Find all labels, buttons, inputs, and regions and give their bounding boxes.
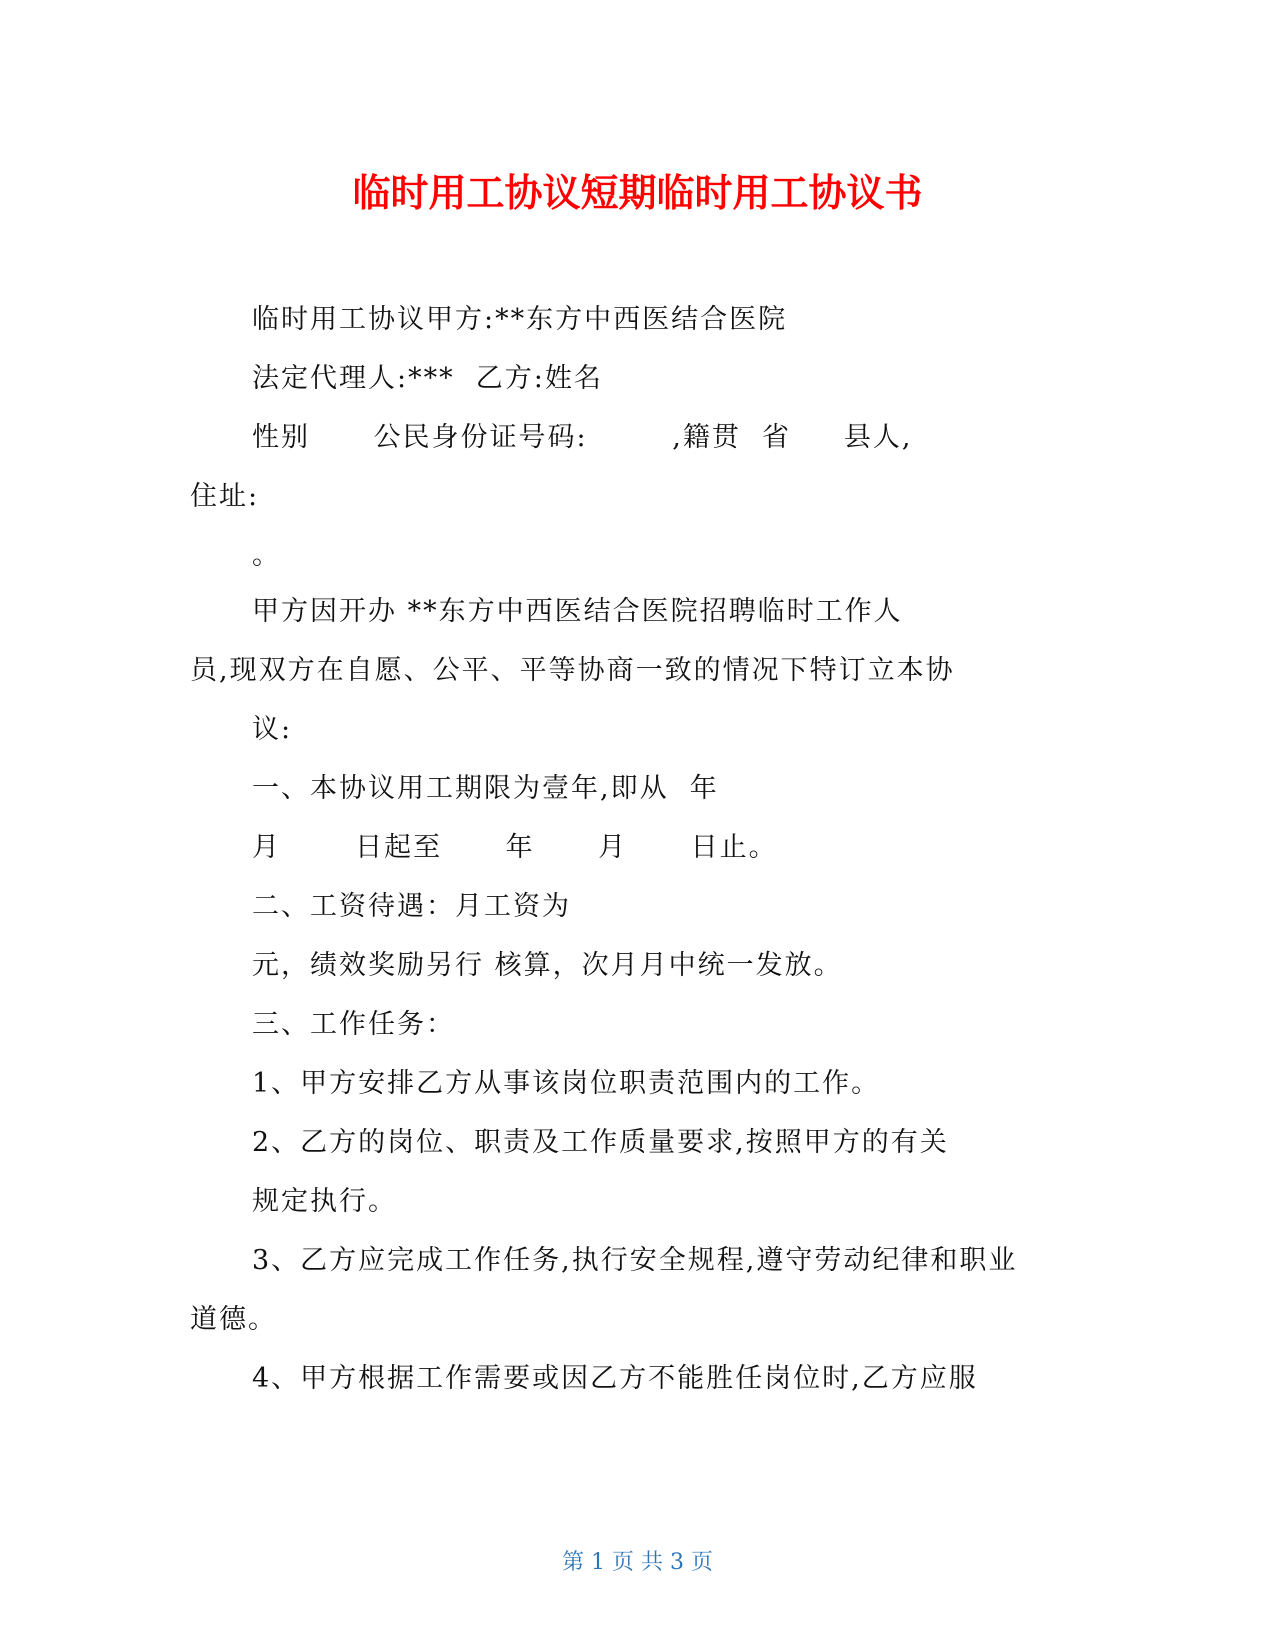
body-line: 法定代理人:*** 乙方:姓名 [252, 363, 603, 394]
body-line: 。 [252, 540, 281, 571]
body-line: 三、工作任务： [252, 1009, 455, 1040]
body-line: 临时用工协议甲方:**东方中西医结合医院 [252, 304, 788, 335]
body-line: 一、本协议用工期限为壹年,即从 年 [252, 773, 719, 804]
document-title: 临时用工协议短期临时用工协议书 [352, 171, 923, 215]
body-line: 2、乙方的岗位、职责及工作质量要求,按照甲方的有关 [252, 1127, 949, 1158]
body-line: 议: [252, 714, 293, 745]
body-line: 性别 公民身份证号码: ,籍贯 省 县人, [252, 422, 913, 453]
body-line: 规定执行。 [252, 1186, 397, 1217]
body-line: 道德。 [190, 1304, 277, 1335]
body-line: 月 日起至 年 月 日止。 [252, 832, 778, 863]
body-line: 二、工资待遇：月工资为 [252, 891, 571, 922]
page-number-footer: 第 1 页 共 3 页 [562, 1550, 713, 1575]
body-line: 员,现双方在自愿、公平、平等协商一致的情况下特订立本协 [190, 655, 955, 686]
body-line: 4、甲方根据工作需要或因乙方不能胜任岗位时,乙方应服 [252, 1363, 978, 1394]
body-line: 1、甲方安排乙方从事该岗位职责范围内的工作。 [252, 1068, 881, 1099]
body-line: 住址: [190, 481, 260, 512]
body-line: 甲方因开办 **东方中西医结合医院招聘临时工作人 [252, 596, 903, 627]
body-line: 3、乙方应完成工作任务,执行安全规程,遵守劳动纪律和职业 [252, 1245, 1018, 1276]
body-line: 元，绩效奖励另行 核算，次月月中统一发放。 [252, 950, 843, 981]
